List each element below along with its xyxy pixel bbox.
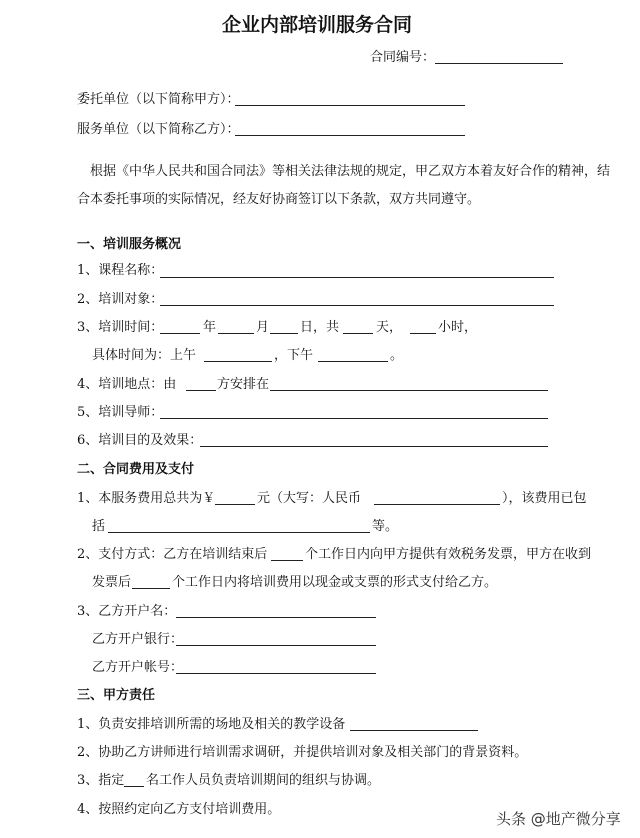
schedule-label: 具体时间为：上午 — [92, 348, 197, 363]
party-a-blank — [235, 105, 465, 106]
bank-label: 乙方开户银行： — [92, 632, 184, 647]
month-label: 月 — [256, 320, 270, 335]
pm-label: ，下午 — [274, 348, 314, 363]
account-name-blank — [176, 617, 376, 618]
days-label: 天， — [376, 320, 403, 335]
day-blank — [270, 333, 298, 334]
payment-after-invoice-label: 发票后 — [92, 575, 132, 590]
intro-line-1: 根据《中华人民共和国合同法》等相关法律法规的规定，甲乙双方本着友好合作的精神，结 — [90, 164, 611, 179]
location-label: 4、培训地点：由 — [77, 377, 177, 392]
duty-1: 1、负责安排培训所需的场地及相关的教学设备 — [77, 717, 346, 732]
account-name-label: 3、乙方开户名： — [77, 604, 177, 619]
fee-includes-blank — [108, 532, 370, 533]
day-label: 日，共 — [300, 320, 340, 335]
hours-label: 小时， — [438, 320, 478, 335]
pm-blank — [318, 361, 388, 362]
party-a-label: 委托单位（以下简称甲方）： — [77, 92, 240, 107]
staff-count-blank — [124, 786, 144, 787]
location-blank — [270, 390, 548, 391]
account-number-blank — [176, 673, 376, 674]
year-label: 年 — [203, 320, 217, 335]
course-name-blank — [160, 277, 554, 278]
invoice-days-blank — [271, 560, 303, 561]
fee-includes-prefix: 括 — [92, 519, 106, 534]
year-blank — [160, 333, 200, 334]
section-1-heading: 一、培训服务概况 — [77, 237, 182, 252]
objectives-label: 6、培训目的及效果： — [77, 433, 203, 448]
contract-number-blank — [435, 63, 563, 64]
fee-includes-label: ），该费用已包 — [502, 491, 587, 506]
training-time-label: 3、培训时间： — [77, 320, 164, 335]
payment-days-blank — [132, 588, 170, 589]
duty-1-blank — [350, 730, 478, 731]
duty-3-text: 名工作人员负责培训期间的组织与协调。 — [146, 773, 381, 788]
fee-words-label: 元（大写：人民币 — [257, 491, 362, 506]
account-number-label: 乙方开户帐号： — [92, 660, 184, 675]
objectives-blank — [200, 446, 548, 447]
intro-line-2: 合本委托事项的实际情况，经友好协商签订以下条款，双方共同遵守。 — [77, 192, 481, 207]
duty-2: 2、协助乙方讲师进行培训需求调研，并提供培训对象及相关部门的背景资料。 — [77, 745, 528, 760]
location-party-blank — [186, 390, 216, 391]
fee-words-blank — [374, 504, 500, 505]
days-blank — [343, 333, 373, 334]
fee-includes-end: 等。 — [372, 519, 399, 534]
party-b-label: 服务单位（以下简称乙方）： — [77, 122, 240, 137]
trainees-label: 2、培训对象： — [77, 292, 164, 307]
month-blank — [218, 333, 254, 334]
location-arranged-label: 方安排在 — [217, 377, 270, 392]
trainees-blank — [160, 305, 554, 306]
bank-blank — [176, 645, 376, 646]
schedule-end: 。 — [390, 348, 404, 363]
duty-4: 4、按照约定向乙方支付培训费用。 — [77, 802, 281, 817]
payment-method-label: 2、支付方式：乙方在培训结束后 — [77, 547, 268, 562]
document-title: 企业内部培训服务合同 — [222, 14, 413, 36]
duty-3-label: 3、指定 — [77, 773, 125, 788]
am-blank — [204, 361, 272, 362]
section-3-heading: 三、甲方责任 — [77, 688, 156, 703]
fee-total-label: 1、本服务费用总共为￥ — [77, 491, 216, 506]
contract-number-label: 合同编号： — [370, 50, 436, 65]
section-2-heading: 二、合同费用及支付 — [77, 462, 195, 477]
payment-method-text: 个工作日内向甲方提供有效税务发票，甲方在收到 — [305, 547, 592, 562]
payment-after-invoice-text: 个工作日内将培训费用以现金或支票的形式支付给乙方。 — [172, 575, 498, 590]
party-b-blank — [235, 135, 465, 136]
trainer-blank — [160, 418, 548, 419]
trainer-label: 5、培训导师： — [77, 405, 164, 420]
fee-amount-blank — [215, 504, 255, 505]
watermark: 头条 @地产微分享 — [496, 810, 621, 828]
hours-blank — [410, 333, 436, 334]
course-name-label: 1、课程名称： — [77, 263, 164, 278]
